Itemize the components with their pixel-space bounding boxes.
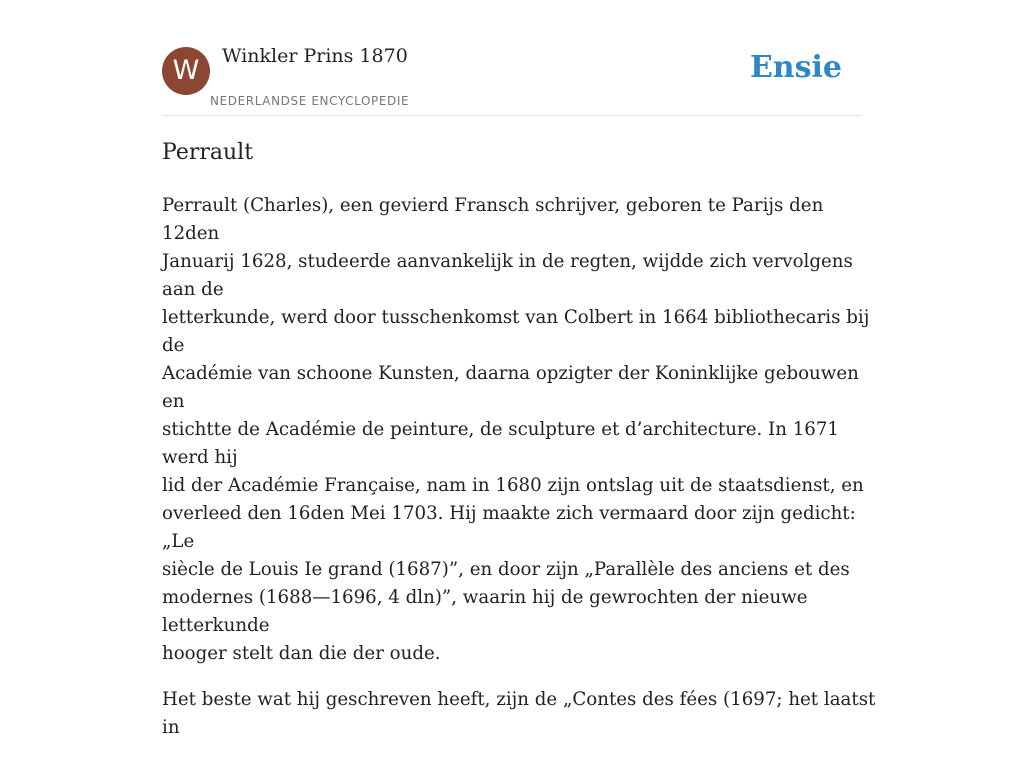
text-line: lid der Académie Française, nam in 1680 zijn ontslag uit de staatsdienst, en <box>162 475 864 496</box>
source-subtitle: NEDERLANDSE ENCYCLOPEDIE <box>210 94 410 108</box>
article-title: Perrault <box>162 140 254 165</box>
text-line: overleed den 16den Mei 1703. Hij maakte zich vermaard door zijn gedicht: „Le <box>162 503 856 552</box>
text-line: siècle de Louis Ie grand (1687)”, en door zijn „Parallèle des anciens et des <box>162 559 850 580</box>
text-line: modernes (1688—1696, 4 dln)”, waarin hij de gewrochten der nieuwe letterkunde <box>162 587 808 636</box>
text-line: stichtte de Académie de peinture, de sculpture et d’architecture. In 1671 werd hij <box>162 419 839 468</box>
header <box>162 0 862 116</box>
text-line: Januarij 1628, studeerde aanvankelijk in de regten, wijdde zich vervolgens aan de <box>162 251 853 300</box>
brand-logo-link[interactable]: Ensie <box>749 50 842 85</box>
article-paragraph <box>162 192 882 668</box>
article-body <box>162 192 882 760</box>
source-title-link[interactable]: Winkler Prins 1870 <box>222 45 408 67</box>
text-line: letterkunde, werd door tusschenkomst van Colbert in 1664 bibliothecaris bij de <box>162 307 870 356</box>
source-avatar[interactable]: W <box>162 47 210 95</box>
text-line: Perrault (Charles), een gevierd Fransch schrijver, geboren te Parijs den 12den <box>162 195 824 244</box>
text-line: Académie van schoone Kunsten, daarna opzigter der Koninklijke gebouwen en <box>162 363 859 412</box>
text-line: hooger stelt dan die der oude. <box>162 643 441 664</box>
text-line: Het beste wat hij geschreven heeft, zijn de „Contes des fées (1697; het laatst in <box>162 689 876 738</box>
article-paragraph <box>162 686 882 742</box>
